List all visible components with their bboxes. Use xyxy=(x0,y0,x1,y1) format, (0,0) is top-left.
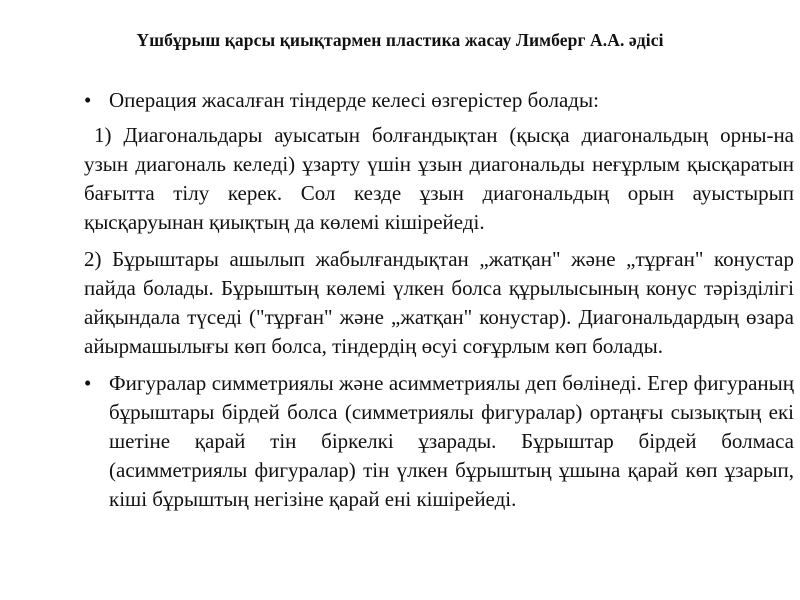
bullet-icon: • xyxy=(84,88,92,112)
bullet-text: Фигуралар симметриялы және асимметриялы деп бөлінеді. Егер фигураның бұрыштары бірдей болса (симметриялы фигуралар) ортаңғы сызықтың екі шетіне қарай тін біркелкі ұзарады. Бұрыштар бірдей болмаса (асимметриялы фигуралар) тін үлкен бұрыштың ұшына қарай көп ұзарып, кіші бұрыштың негізіне қарай ені кішірейеді. xyxy=(109,371,794,511)
bullet-item-operation-changes xyxy=(84,86,794,115)
bullet-text: Операция жасалған тіндерде келесі өзгерістер болады: xyxy=(109,88,599,112)
bullet-item-figures xyxy=(84,369,794,514)
bullet-icon: • xyxy=(84,371,92,395)
slide-title: Үшбұрыш қарсы қиықтармен пластика жасау Лимберг А.А. әдісі xyxy=(136,30,664,50)
numbered-paragraph-1: 1) Диагональдары ауысатын болғандықтан (қысқа диагональдың орны-на узын диагональ келеді) ұзарту үшін ұзын диагональды неғұрлым қысқаратын бағытта тілу керек. Сол кезде ұзын диагональдың орын ауыстырып қысқаруынан қиықтың да көлемі кішірейеді. xyxy=(84,123,794,234)
numbered-paragraph-2: 2) Бұрыштары ашылып жабылғандықтан „жатқан" және „тұрған" конустар пайда болады. Бұрыштың көлемі үлкен болса құрылысының конус тәрізділігі айқындала түседі ("тұрған" және „жатқан" конустар). Диагональдардың өзара айырмашылығы көп болса, тіндердің өсуі соғұрлым көп болады. xyxy=(84,247,794,358)
slide-content xyxy=(84,86,794,514)
